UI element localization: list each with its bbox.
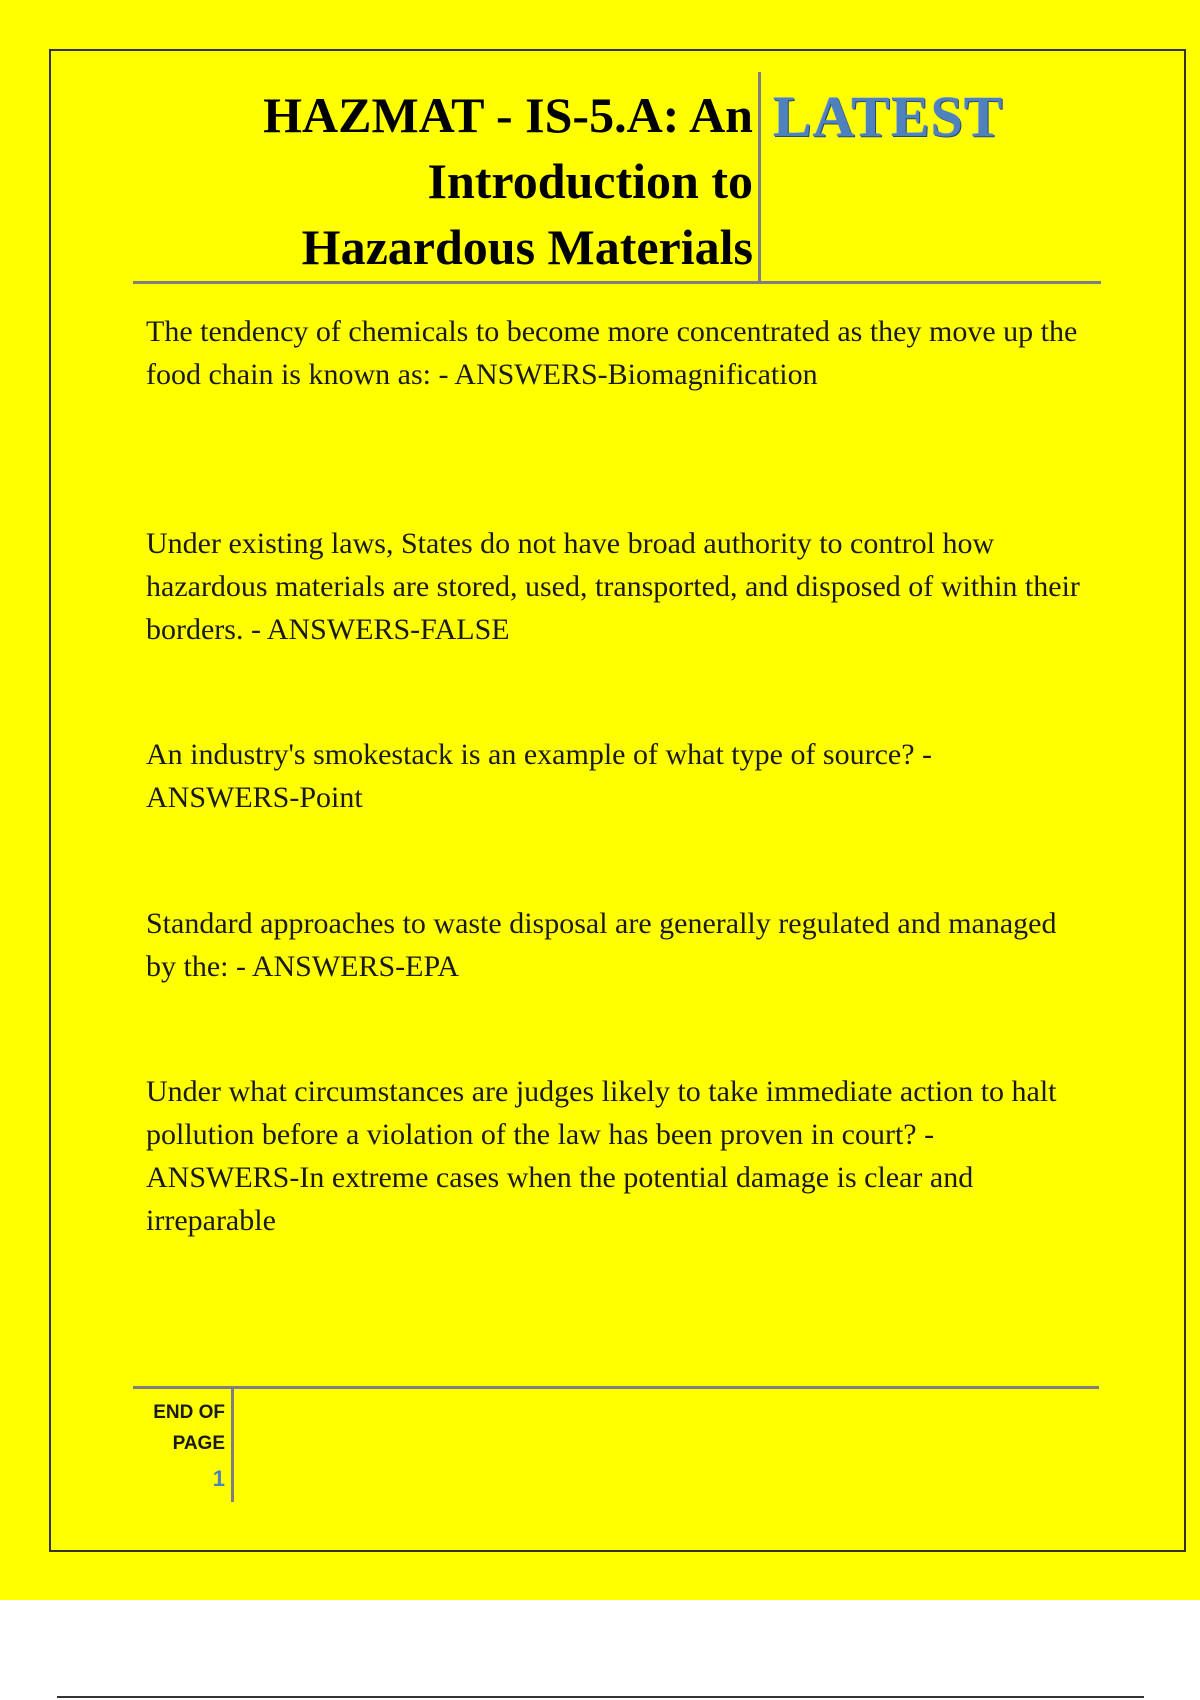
end-of-page-label [133, 1397, 225, 1459]
page-footer [133, 1386, 1099, 1502]
footer-divider [231, 1389, 234, 1502]
document-header [133, 72, 1101, 284]
qa-item: The tendency of chemicals to become more concentrated as they move up the food chain is known as: - ANSWERS-Biomagnification [146, 315, 1078, 391]
bottom-rule [57, 1696, 1144, 1698]
latest-badge: LATEST [773, 84, 1004, 149]
qa-item: Standard approaches to waste disposal are generally regulated and managed by the: - ANSWERS-EPA [146, 907, 1057, 983]
title-line: Hazardous Materials [301, 219, 753, 275]
qa-item: An industry's smokestack is an example of what type of source? - ANSWERS-Point [146, 738, 933, 814]
title-line: Introduction to [427, 153, 753, 209]
page-number: 1 [212, 1466, 225, 1491]
title-line: HAZMAT - IS-5.A: An [263, 87, 753, 143]
qa-list [146, 310, 1086, 1242]
header-divider [758, 72, 761, 284]
document-title [133, 82, 753, 280]
qa-item: Under what circumstances are judges likely to take immediate action to halt pollution before a violation of the law has been proven in court? - ANSWERS-In extreme cases when the potential damage is clear and irreparable [146, 1075, 1057, 1237]
qa-item: Under existing laws, States do not have broad authority to control how hazardous materials are stored, used, transported, and disposed of within their borders. - ANSWERS-FALSE [146, 527, 1080, 646]
footer-label-line: PAGE [172, 1433, 225, 1454]
footer-label-line: END OF [153, 1402, 225, 1423]
